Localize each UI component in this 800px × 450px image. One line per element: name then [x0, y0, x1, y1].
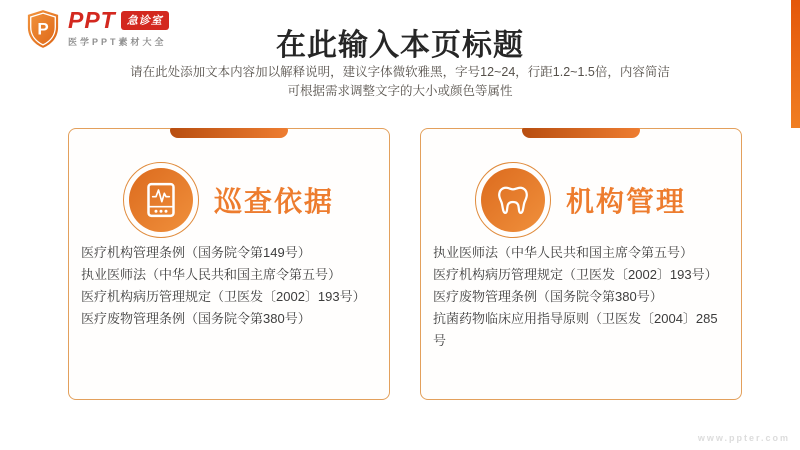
brand-name: PPT	[68, 7, 116, 33]
brand-tagline: 医学PPT素材大全	[68, 37, 167, 47]
brand-badge: 急诊室	[121, 11, 169, 30]
list-item: 医疗废物管理条例（国务院令第380号）	[433, 289, 663, 304]
page-title: 在此输入本页标题	[276, 29, 524, 62]
list-item: 医疗废物管理条例（国务院令第380号）	[81, 311, 311, 326]
list-item: 执业医师法（中华人民共和国主席令第五号）	[433, 245, 694, 260]
card-top-tab	[170, 128, 288, 138]
card-title: 机构管理	[566, 186, 687, 217]
list-item: 医疗机构病历管理规定（卫医发〔2002〕193号）	[81, 289, 366, 304]
page-subtitle	[0, 63, 800, 101]
page-subtitle-line2: 可根据需求调整文字的大小或颜色等属性	[287, 84, 513, 98]
list-item: 执业医师法（中华人民共和国主席令第五号）	[81, 267, 342, 282]
card-top-tab	[522, 128, 640, 138]
tooth-icon	[481, 168, 545, 232]
accent-bar	[791, 0, 800, 128]
card-institution-management	[420, 128, 742, 400]
card-list	[433, 242, 727, 352]
page-subtitle-line1: 请在此处添加文本内容加以解释说明，建议字体微软雅黑，字号12~24，行距1.2~1.5倍，内容简洁	[130, 65, 670, 79]
card-header	[475, 162, 741, 238]
list-item: 医疗机构管理条例（国务院令第149号）	[81, 245, 311, 260]
icon-ring	[123, 162, 199, 238]
card-title: 巡查依据	[214, 186, 335, 217]
card-inspection-basis	[68, 128, 390, 400]
list-item: 医疗机构病历管理规定（卫医发〔2002〕193号）	[433, 267, 718, 282]
card-header	[123, 162, 389, 238]
ecg-monitor-icon	[129, 168, 193, 232]
card-list	[81, 242, 375, 330]
svg-text:P: P	[37, 19, 49, 39]
list-item: 抗菌药物临床应用指导原则（卫医发〔2004〕285号	[433, 311, 718, 348]
icon-ring	[475, 162, 551, 238]
watermark: www.ppter.com	[697, 433, 790, 443]
